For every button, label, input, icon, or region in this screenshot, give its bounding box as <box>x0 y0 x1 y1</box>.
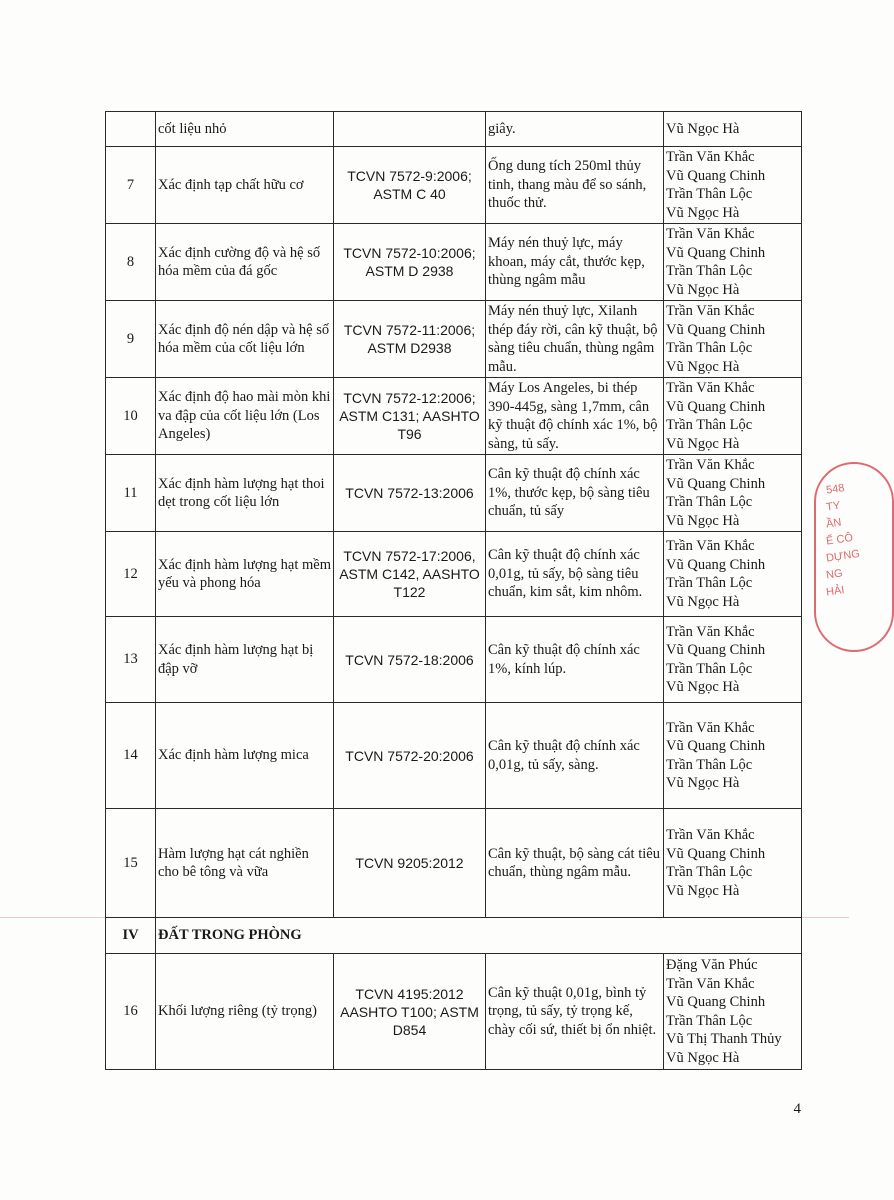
table-row <box>106 532 802 617</box>
staff-name: Vũ Ngọc Hà <box>666 512 740 529</box>
table-row <box>106 954 802 1070</box>
staff-name: Vũ Ngọc Hà <box>666 120 740 137</box>
staff-name: Trần Văn Khắc <box>666 623 755 640</box>
test-name: Xác định hàm lượng hạt thoi dẹt trong cốt liệu lớn <box>156 455 334 532</box>
staff-name: Trần Văn Khắc <box>666 380 755 396</box>
table-row <box>106 455 802 532</box>
staff-list <box>664 703 802 809</box>
test-standard: TCVN 9205:2012 <box>334 809 486 918</box>
test-standard: TCVN 7572-12:2006; ASTM C131; AASHTO T96 <box>334 378 486 455</box>
table-row <box>106 147 802 224</box>
staff-name: Vũ Ngọc Hà <box>666 775 740 791</box>
test-name: Xác định hàm lượng hạt mềm yếu và phong hóa <box>156 532 334 617</box>
item-number: 9 <box>106 301 156 378</box>
test-standard: TCVN 7572-18:2006 <box>334 617 486 703</box>
test-standard: TCVN 7572-9:2006; ASTM C 40 <box>334 147 486 224</box>
page-number: 4 <box>793 1101 801 1117</box>
stamp-text: TY <box>825 499 842 514</box>
lab-test-table <box>105 111 802 1070</box>
staff-list <box>664 954 802 1070</box>
test-name: Khối lượng riêng (tỷ trọng) <box>156 954 334 1070</box>
table-row <box>106 703 802 809</box>
staff-name: Vũ Quang Chinh <box>666 475 766 492</box>
table-row <box>106 378 802 455</box>
equipment: Cân kỹ thuật, bộ sàng cát tiêu chuẩn, thùng ngâm mẫu. <box>486 809 664 918</box>
staff-name: Vũ Quang Chinh <box>666 556 766 573</box>
equipment: Cân kỹ thuật độ chính xác 1%, thước kẹp, bộ sàng tiêu chuẩn, tủ sấy <box>486 455 664 532</box>
section-row <box>106 918 802 954</box>
item-number: 16 <box>106 954 156 1070</box>
test-standard <box>334 112 486 147</box>
equipment: Cân kỹ thuật độ chính xác 0,01g, tủ sấy, sàng. <box>486 703 664 809</box>
staff-name: Trần Thân Lộc <box>666 340 753 356</box>
staff-name: Trần Văn Khắc <box>666 827 755 843</box>
staff-name: Vũ Ngọc Hà <box>666 358 740 375</box>
section-title: ĐẤT TRONG PHÒNG <box>156 918 802 954</box>
staff-list <box>664 224 802 301</box>
staff-name: Vũ Quang Chinh <box>666 398 766 415</box>
staff-name: Trần Văn Khắc <box>666 719 755 736</box>
staff-name: Trần Văn Khắc <box>666 457 755 473</box>
staff-name: Vũ Ngọc Hà <box>666 882 740 899</box>
staff-list <box>664 301 802 378</box>
staff-name: Trần Thân Lộc <box>666 756 753 773</box>
table-row <box>106 224 802 301</box>
staff-list <box>664 112 802 147</box>
item-number: 12 <box>106 532 156 617</box>
staff-name: Trần Thân Lộc <box>666 575 753 591</box>
test-name: Xác định độ nén dập và hệ số hóa mềm của cốt liệu lớn <box>156 301 334 378</box>
staff-name: Trần Thân Lộc <box>666 660 753 677</box>
staff-list <box>664 809 802 918</box>
staff-name: Trần Văn Khắc <box>666 226 755 242</box>
stamp-text: NG <box>825 567 844 582</box>
staff-name: Trần Thân Lộc <box>666 417 753 433</box>
staff-name: Trần Thân Lộc <box>666 864 753 880</box>
test-name: Xác định hàm lượng hạt bị đập vỡ <box>156 617 334 703</box>
staff-name: Vũ Quang Chinh <box>666 167 766 184</box>
staff-list <box>664 617 802 703</box>
test-name: Xác định cường độ và hệ số hóa mềm của đá gốc <box>156 224 334 301</box>
staff-name: Trần Thân Lộc <box>666 494 753 510</box>
equipment: Máy nén thuỷ lực, máy khoan, máy cắt, thước kẹp, thùng ngâm mẫu <box>486 224 664 301</box>
test-standard: TCVN 7572-20:2006 <box>334 703 486 809</box>
item-number: 7 <box>106 147 156 224</box>
staff-name: Đặng Văn Phúc <box>666 957 758 973</box>
staff-name: Trần Thân Lộc <box>666 186 753 202</box>
staff-name: Vũ Quang Chinh <box>666 642 766 658</box>
staff-name: Vũ Ngọc Hà <box>666 281 740 298</box>
table-row <box>106 617 802 703</box>
test-name: Xác định độ hao mài mòn khi va đập của cốt liệu lớn (Los Angeles) <box>156 378 334 455</box>
test-standard: TCVN 7572-17:2006, ASTM C142, AASHTO T122 <box>334 532 486 617</box>
equipment: giây. <box>486 112 664 147</box>
item-number: 15 <box>106 809 156 918</box>
staff-name: Vũ Quang Chinh <box>666 244 766 261</box>
equipment: Cân kỹ thuật 0,01g, bình tỷ trọng, tủ sấy, tỷ trọng kế, chày cối sứ, thiết bị ổn nhiệt. <box>486 954 664 1070</box>
staff-name: Trần Thân Lộc <box>666 263 753 279</box>
staff-list <box>664 378 802 455</box>
item-number: 8 <box>106 224 156 301</box>
staff-name: Vũ Ngọc Hà <box>666 1049 740 1066</box>
equipment: Máy Los Angeles, bi thép 390-445g, sàng 1,7mm, cân kỹ thuật độ chính xác 1%, bộ sàng, tủ sấy. <box>486 378 664 455</box>
staff-name: Vũ Ngọc Hà <box>666 679 740 695</box>
test-name: Xác định tạp chất hữu cơ <box>156 147 334 224</box>
item-number: 10 <box>106 378 156 455</box>
staff-name: Trần Văn Khắc <box>666 538 755 554</box>
staff-name: Vũ Thị Thanh Thủy <box>666 1031 782 1047</box>
item-number: 11 <box>106 455 156 532</box>
equipment: Cân kỹ thuật độ chính xác 1%, kính lúp. <box>486 617 664 703</box>
staff-name: Vũ Ngọc Hà <box>666 204 740 221</box>
stamp-text: HẢI <box>825 584 846 599</box>
test-standard: TCVN 4195:2012 AASHTO T100; ASTM D854 <box>334 954 486 1070</box>
test-standard: TCVN 7572-10:2006; ASTM D 2938 <box>334 224 486 301</box>
staff-name: Vũ Quang Chinh <box>666 738 766 754</box>
stamp-text: Ế CÔ <box>825 531 854 548</box>
item-number: 14 <box>106 703 156 809</box>
test-standard: TCVN 7572-13:2006 <box>334 455 486 532</box>
table-row <box>106 301 802 378</box>
staff-name: Vũ Ngọc Hà <box>666 435 740 452</box>
item-number: 13 <box>106 617 156 703</box>
staff-name: Trần Văn Khắc <box>666 975 755 992</box>
section-number: IV <box>106 918 156 954</box>
test-name: Xác định hàm lượng mica <box>156 703 334 809</box>
staff-name: Vũ Quang Chinh <box>666 321 766 338</box>
company-seal-stamp <box>814 462 894 652</box>
staff-name: Vũ Quang Chinh <box>666 845 766 862</box>
staff-name: Vũ Quang Chinh <box>666 994 766 1010</box>
table-row <box>106 809 802 918</box>
staff-name: Trần Văn Khắc <box>666 303 755 319</box>
equipment: Ống dung tích 250ml thủy tinh, thang màu để so sánh, thuốc thử. <box>486 147 664 224</box>
item-number <box>106 112 156 147</box>
stamp-text: 548 <box>825 482 846 497</box>
staff-name: Vũ Ngọc Hà <box>666 593 740 610</box>
stamp-text: ẦN <box>825 516 843 531</box>
staff-name: Trần Văn Khắc <box>666 149 755 165</box>
table-row <box>106 112 802 147</box>
test-name: cốt liệu nhỏ <box>156 112 334 147</box>
equipment: Cân kỹ thuật độ chính xác 0,01g, tủ sấy, bộ sàng tiêu chuẩn, kim sắt, kim nhôm. <box>486 532 664 617</box>
test-name: Hàm lượng hạt cát nghiền cho bê tông và vữa <box>156 809 334 918</box>
staff-list <box>664 532 802 617</box>
test-standard: TCVN 7572-11:2006; ASTM D2938 <box>334 301 486 378</box>
staff-list <box>664 455 802 532</box>
staff-name: Trần Thân Lộc <box>666 1012 753 1029</box>
staff-list <box>664 147 802 224</box>
stamp-text: DỰNG <box>825 547 861 565</box>
equipment: Máy nén thuỷ lực, Xilanh thép đáy rời, cân kỹ thuật, bộ sàng tiêu chuẩn, thùng ngâm mẫu. <box>486 301 664 378</box>
